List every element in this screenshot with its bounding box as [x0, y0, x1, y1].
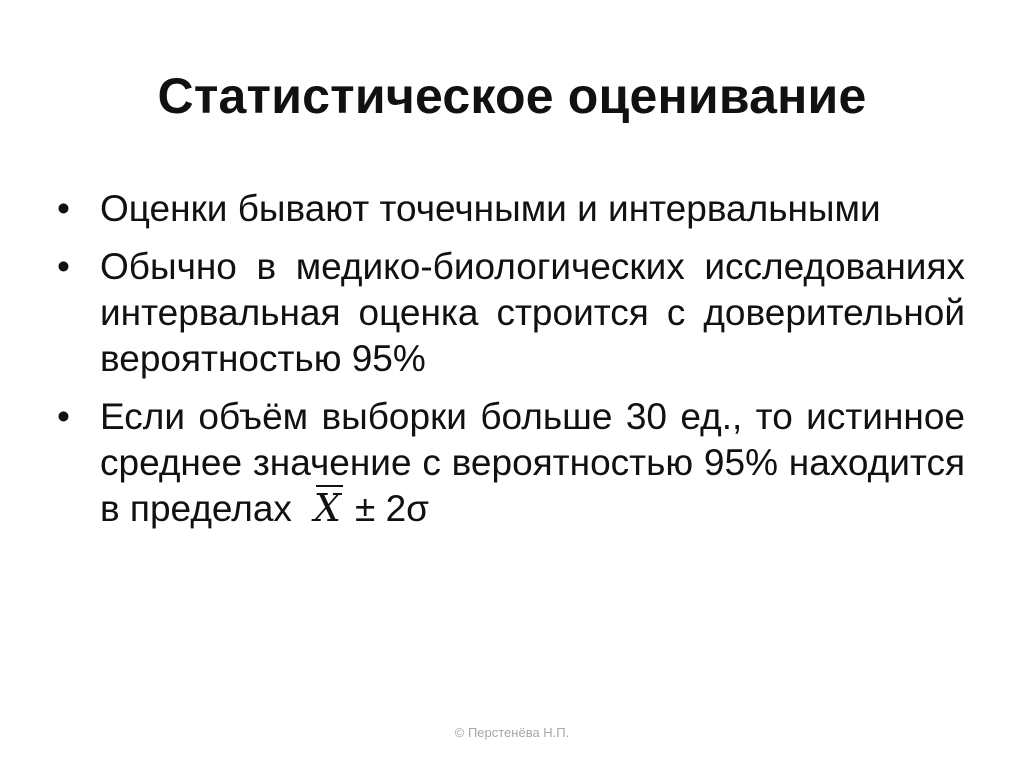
- bullet-text-before: Если объём выборки больше 30 ед., то истинное среднее значение с вероятностью 95% находится в пределах: [100, 396, 965, 529]
- bullet-text: Обычно в медико-биологических исследованиях интервальная оценка строится с доверительной вероятностью 95%: [100, 246, 965, 379]
- slide-title: Статистическое оценивание: [157, 68, 867, 124]
- bullet-dot-icon: •: [57, 188, 70, 229]
- footer-copyright: © Перстенёва Н.П.: [454, 725, 570, 740]
- bullet-dot-icon: •: [57, 396, 70, 437]
- bullet-dot-icon: •: [57, 246, 70, 287]
- bullet-list: [55, 186, 965, 544]
- bullet-text-after: ± 2σ: [354, 488, 429, 529]
- bullet-text: Оценки бывают точечными и интервальными: [100, 188, 881, 229]
- bullet-item: [55, 244, 965, 382]
- bullet-item: [55, 394, 965, 532]
- bullet-item: [55, 186, 965, 232]
- x-bar-symbol: X: [313, 486, 341, 530]
